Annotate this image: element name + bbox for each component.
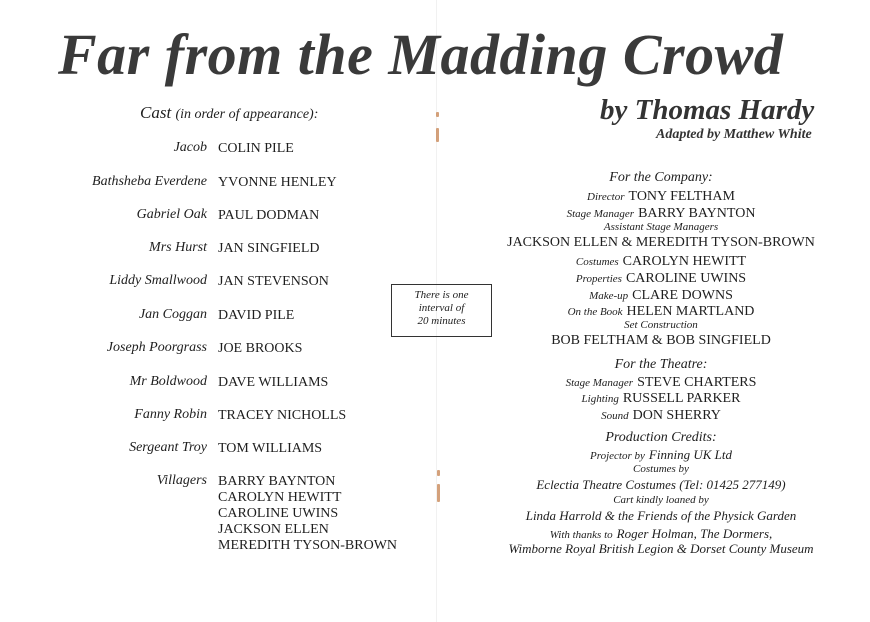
credit-name: STEVE CHARTERS <box>637 375 757 390</box>
paper-mark <box>436 128 439 142</box>
cast-actor: PAUL DODMAN <box>218 208 320 223</box>
cast-role: Fanny Robin <box>134 407 207 422</box>
credit-name: BARRY BAYNTON <box>638 206 756 221</box>
production-costumes-label: Costumes by <box>633 463 689 475</box>
theatre-heading: For the Theatre: <box>614 357 708 372</box>
credit-set: BOB FELTHAM & BOB SINGFIELD <box>551 333 771 348</box>
cast-heading-label: Cast <box>140 103 172 122</box>
credit-name: CAROLINE UWINS <box>625 271 747 286</box>
interval-line: 20 minutes <box>417 315 466 327</box>
cast-heading <box>140 103 318 123</box>
cast-role: Jacob <box>173 140 207 155</box>
cast-role: Mr Boldwood <box>129 374 207 389</box>
credit-name: RUSSELL PARKER <box>622 391 741 406</box>
paper-mark <box>437 470 440 476</box>
villager-actor: MEREDITH TYSON-BROWN <box>218 538 398 553</box>
credit-name: DON SHERRY <box>632 408 721 423</box>
author-byline: by Thomas Hardy <box>600 94 815 126</box>
credit-costumes <box>466 252 856 270</box>
credit-properties <box>466 269 856 287</box>
credit-label: Make-up <box>589 290 629 302</box>
credit-stage-manager <box>466 204 856 222</box>
credit-label: On the Book <box>567 306 623 318</box>
cast-actor: COLIN PILE <box>218 141 294 156</box>
cast-actor: DAVID PILE <box>218 308 295 323</box>
credit-name: Roger Holman, The Dormers, <box>616 526 773 541</box>
interval-line: interval of <box>418 302 465 314</box>
credit-label: Projector by <box>590 450 645 462</box>
company-heading: For the Company: <box>609 170 713 185</box>
villager-actor: JACKSON ELLEN <box>218 522 329 537</box>
production-thanks-line2: Wimborne Royal British Legion & Dorset County Museum <box>508 541 814 556</box>
villagers-role: Villagers <box>156 473 207 488</box>
credit-name: CLARE DOWNS <box>632 288 733 303</box>
production-costumes: Eclectia Theatre Costumes (Tel: 01425 277149) <box>536 477 786 492</box>
credit-label: Stage Manager <box>566 208 635 220</box>
credit-set-label: Set Construction <box>624 319 698 331</box>
credit-label: Stage Manager <box>565 377 634 389</box>
credit-label: With thanks to <box>549 529 613 541</box>
credit-director <box>466 187 856 205</box>
cast-actor: YVONNE HENLEY <box>218 175 337 190</box>
cast-role: Liddy Smallwood <box>109 273 207 288</box>
production-cart: Linda Harrold & the Friends of the Physick Garden <box>525 508 797 523</box>
page-title: Far from the Madding Crowd <box>58 22 784 87</box>
cast-actor: JOE BROOKS <box>218 341 303 356</box>
credit-label: Properties <box>575 273 622 285</box>
theatre-lighting <box>466 389 856 407</box>
theatre-sound <box>466 406 856 424</box>
cast-role: Sergeant Troy <box>129 440 207 455</box>
credit-asm: JACKSON ELLEN & MEREDITH TYSON-BROWN <box>507 235 815 250</box>
credit-label: Director <box>587 191 625 203</box>
cast-role: Bathsheba Everdene <box>92 174 207 189</box>
credit-asm-label: Assistant Stage Managers <box>603 221 719 233</box>
cast-role: Gabriel Oak <box>136 207 207 222</box>
villager-actor: BARRY BAYNTON <box>218 474 336 489</box>
paper-mark <box>436 112 439 117</box>
cast-role: Mrs Hurst <box>149 240 207 255</box>
credit-name: CAROLYN HEWITT <box>622 254 747 269</box>
cast-role: Joseph Poorgrass <box>106 340 207 355</box>
production-heading: Production Credits: <box>605 430 717 445</box>
credit-name: HELEN MARTLAND <box>626 304 755 319</box>
production-projector <box>466 446 856 464</box>
interval-line: There is one <box>414 289 469 301</box>
cast-actor: TOM WILLIAMS <box>218 441 323 456</box>
adapted-by: Adapted by Matthew White <box>656 127 812 142</box>
cast-actor: JAN STEVENSON <box>218 274 329 289</box>
credit-label: Sound <box>601 410 629 422</box>
villager-actor: CAROLINE UWINS <box>218 506 339 521</box>
credit-label: Costumes <box>575 256 619 268</box>
production-cart-label: Cart kindly loaned by <box>613 494 709 506</box>
credit-name: Finning UK Ltd <box>648 447 732 462</box>
cast-heading-sub: (in order of appearance): <box>175 107 319 122</box>
credit-book <box>466 302 856 320</box>
cast-actor: JAN SINGFIELD <box>218 241 320 256</box>
villager-actor: CAROLYN HEWITT <box>218 490 342 505</box>
cast-actor: TRACEY NICHOLLS <box>218 408 347 423</box>
cast-role: Jan Coggan <box>138 307 207 322</box>
credit-name: TONY FELTHAM <box>628 189 735 204</box>
paper-mark <box>437 484 440 502</box>
credit-label: Lighting <box>581 393 619 405</box>
cast-actor: DAVE WILLIAMS <box>218 375 329 390</box>
